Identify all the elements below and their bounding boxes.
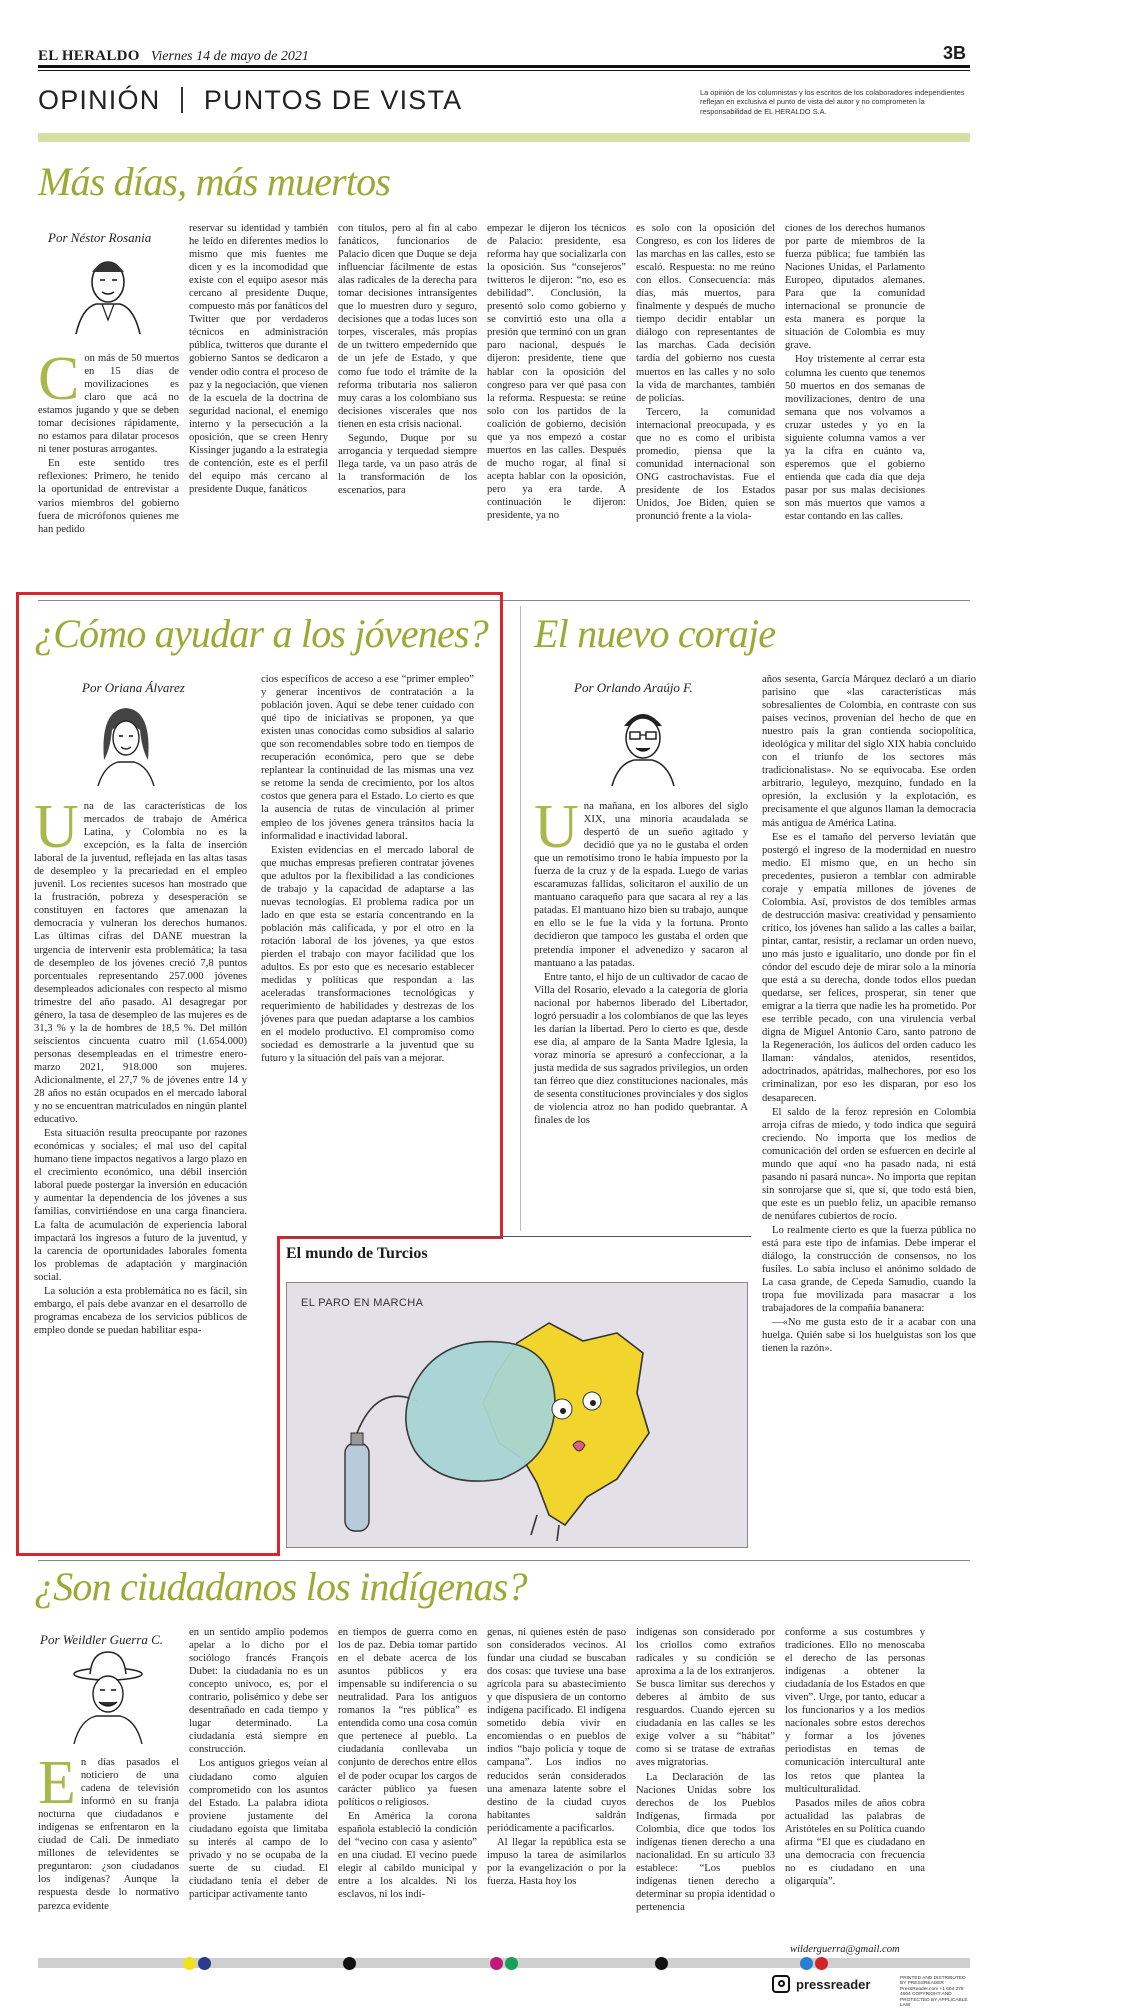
columnist-portrait-rosania xyxy=(72,246,144,334)
byline-rosania: Por Néstor Rosania xyxy=(48,230,152,245)
masthead xyxy=(38,45,309,65)
issue-date: Viernes 14 de mayo de 2021 xyxy=(150,49,309,64)
paragraph: na mañana, en los albores del siglo XIX, una minoría acaudalada se despertó de un sueño agitado y decidió que ya no le gustaba el orden que un remotísimo trono le había impuesto por la fuerza de la cruz y de la espada. Luego de varias escaramuzas fallidas, solicitaron el auxilio de un mantuano caraqueño para que sacara al rey a las patadas. El mantuano hizo bien su trabajo, aunque en ello se le fue la vida y la fortuna. Pronto decidieron que tampoco les gustaba el orden que pretendía imponer el advenedizo y sacaron al mantuano a las patadas. xyxy=(534,801,748,969)
article4-col2-text xyxy=(189,1626,328,1901)
article1-col1 xyxy=(38,345,179,572)
pressreader-logo-icon xyxy=(772,1975,790,1993)
newspaper-brand: EL HERALDO xyxy=(38,48,140,64)
paragraph: En América la corona española estableció la condición del “vecino con casa y asiento” en una ciudad. El vecino puede elegir al cabildo municipal y entre a los alcaldes. Ni los esclavos, ni los indí- xyxy=(338,1810,477,1900)
paragraph: na de las características de los mercados de trabajo de América Latina, y Colombia no es la excepción, es la falta de inserción laboral de la juventud, reflejada en las altas tasas de desempleo y la precariedad en el empleo juvenil. Los recientes sucesos han mostrado que la frustración, pobreza y desesperación se constituyen en factores que amenazan la democracia y vulneran los derechos humanos. Las últimas cifras del DANE muestran la urgencia de intervenir esta problemática; la tasa de desempleo de los jóvenes creció 7,8 puntos porcentuales representando 257.000 jóvenes desempleados adicionales con respecto al mismo trimestre del año pasado. Al desagregar por género, la tasa de desempleo de las mujeres es de 31,3 % y la de hombres de 18,5 %. Del millón seiscientos cincuenta cuatro mil (1.654.000) personas desempleadas en el trimestre enero-marzo 2021, 918.000 son mujeres. Adicionalmente, el 27,7 % de jóvenes entre 14 y 28 años no están ocupados en el mercado laboral y no se encuentran matriculados en ningún plantel educativo. xyxy=(34,801,247,1126)
byline-guerra: Por Weildler Guerra C. xyxy=(40,1632,164,1647)
paragraph: en un sentido amplio podemos apelar a lo dicho por el sociólogo francés François Dubet: la ciudadanía no es un concepto unívoco, es, por el contrario, polisémico y debe ser desentrañado en cada tiempo y lugar determinado. La ciudadanía está siempre en construcción. xyxy=(189,1627,328,1756)
paragraph: —«No me gusta esto de ir a acabar con una huelga. Quién sabe si los huelguistas son los que tienen la razón». xyxy=(762,1317,976,1355)
paragraph: El saldo de la feroz represión en Colombia arroja cifras de miedo, y todo indica que seguirá creciendo. No importa que los medios de comunicación del orden se esfuercen en decirle al mundo que aquí «no ha pasado nada, ni está pasando ni pasará nunca». No importa que repitan sin sonrojarse que sí, que sí, que todo está bien, que este es un pueblo feliz, un apacible remanso de nenúfares cubiertos de rocío. xyxy=(762,1106,976,1222)
article4-col2 xyxy=(189,1626,328,1956)
headline-mas-dias: Más días, más muertos xyxy=(38,159,391,204)
registration-dot xyxy=(183,1957,196,1970)
paragraph: Entre tanto, el hijo de un cultivador de cacao de Villa del Rosario, elevado a la categoría de gloria nacional por habernos liberado del Libertador, logró persuadir a los colombianos de que las leyes les darían la libertad. Pero lo cierto es que, desde ese día, al amparo de la Santa Madre Iglesia, la voraz minoría se apresuró a confeccionar, a la justa medida de sus sagrados privilegios, un orden tan férreo que diez constituciones nacionales, más de sesenta constituciones provinciales y dos siglos de violencia atroz no han podido quebrantar. A finales de los xyxy=(534,971,748,1127)
section-opinion: OPINIÓN xyxy=(38,85,161,115)
section-title xyxy=(38,85,462,116)
article2-col2-text xyxy=(261,673,474,1065)
article1-col3 xyxy=(338,222,477,572)
portrait-sketch-icon xyxy=(90,700,162,786)
article4-col6-text xyxy=(785,1626,925,1888)
cartoon-section-title: El mundo de Turcios xyxy=(286,1245,428,1262)
article4-col3 xyxy=(338,1626,477,1956)
paragraph: Los antiguos griegos veían al ciudadano como alguien comprometido con los asuntos del Estado. La palabra idiota proviene justamente del ciudadano egoísta que limitaba su interés al campo de lo privado y no se ocupaba de la suerte de su ciudad. El ciudadano tenía el deber de participar activamente tanto xyxy=(189,1758,328,1900)
headline-como-ayudar: ¿Cómo ayudar a los jóvenes? xyxy=(34,611,488,656)
dropcap: E xyxy=(38,1749,76,1817)
paragraph: cios específicos de acceso a ese “primer empleo” y generar incentivos de contratación a la población joven. Aquí se debe tener cuidado con qué tipo de iniciativas se proponen, ya que existen unas conocidas como subsidios al salario que son recomendables sobre todo en tiempos de recuperación económica, pero que se debe replantear la continuidad de las mismas una vez se retome la senda de crecimiento, por los altos costos que genera para el Estado. Lo cierto es que la ausencia de rutas de vinculación al primer empleo de los jóvenes genera tránsitos hacia la informalidad e inactividad laboral. xyxy=(261,674,474,842)
paragraph: La Declaración de las Naciones Unidas sobre los derechos de los Pueblos Indígenas, firmada por Colombia, dice que todos los indígenas tienen derecho a una nacionalidad. En su artículo 33 establece: “Los pueblos indígenas tienen derecho a determinar su propia identidad o pertenencia xyxy=(636,1771,775,1913)
article2-col2 xyxy=(261,673,474,1221)
article4-col4-text xyxy=(487,1626,626,1888)
paragraph: Tercero, la comunidad internacional preocupada, y es que no es como el uribista promedio, piensa que la comunidad internacional son ONG castrochavistas. Fue el presidente de los Estados Unidos, Joe Biden, quien se pronunció frente a la viola- xyxy=(636,406,775,523)
article1-col2-text xyxy=(189,222,328,496)
cartoon-caption: EL PARO EN MARCHA xyxy=(301,1297,424,1309)
cartoon-top-rule xyxy=(285,1236,751,1237)
divider-article4 xyxy=(38,1560,970,1561)
article3-col2 xyxy=(762,673,976,1548)
portrait-sketch-icon xyxy=(606,698,680,786)
editorial-cartoon xyxy=(286,1282,748,1548)
paragraph: genas, ni quienes estén de paso son considerados vecinos. Al fundar una ciudad se buscaban dos cosas: que tuviese una base agrícola para su abastecimiento y que dispusiera de un contorno indígena pacificado. El indígena sometido debía vivir en encomiendas o en pueblos de indios “bajo policía y toque de campana”. Los indios no reducidos serán considerados una amenaza latente sobre el destino de la ciudad cuyos habitantes saldrán periódicamente a pacificarlos. xyxy=(487,1627,626,1834)
paragraph: Segundo, Duque por su arrogancia y terquedad siempre llega tarde, va un paso atrás de la transformación de los escenarios, para xyxy=(338,432,477,496)
pressreader-note: PRINTED AND DISTRIBUTED BY PRESSREADER PressReader.com +1 604 278 4604 COPYRIGHT AND PROTECTED BY APPLICABLE LAW xyxy=(900,1976,968,2008)
article4-col5 xyxy=(636,1626,775,1956)
paragraph: Existen evidencias en el mercado laboral de que muchas empresas prefieren contratar jóvenes que adultos por la flexibilidad a las condiciones de trabajo y la capacidad de adaptarse a las nuevas tecnologías. El problema radica por un lado en que esta se estaría concentrando en la población más calificada, y por el otro en la rotación laboral de los jóvenes, ya que estos pierden el trabajo con mayor facilidad que los adultos. Es por esto que es necesario establecer medidas y políticas que respondan a las aceleradas transformaciones tecnológicas y requerimiento de habilidades y destrezas de los jóvenes para que puedan adaptarse a los cambios en el modelo productivo. El compromiso como sociedad es demostrarle a la juventud que su futuro y la situación del país van a mejorar. xyxy=(261,844,474,1065)
paragraph: empezar le dijeron los técnicos de Palacio: presidente, esa reforma hay que socializarla con la oposición. Sus “consejeros” twitteros le dijeron: “no, eso es debilidad”. Conclusión, la presentó solo como gobierno y se convirtió esto una olla a presión que terminó con un gran paro nacional, después le dijeron: presidente, tiene que hablar con la oposición del congreso para ver qué pasa con la reforma. Respuesta: se reúne solo con los partidos de la coalición de gobierno, decisión que ya nos empezó a costar muertos en las calles. Después de mucho rogar, al final sí acepta hablar con la oposición, pero ya era tarde. A continuación le dijeron: presidente, ya no xyxy=(487,223,626,522)
registration-dot xyxy=(655,1957,668,1970)
masthead-rule-thin xyxy=(38,70,970,71)
columnist-portrait-alvarez xyxy=(90,700,162,786)
disclaimer-notice: La opinión de los columnistas y los escritos de los colaboradores independientes reflejan en exclusiva el punto de vista del autor y no comprometen la responsabilidad de EL HERALDO S.A. xyxy=(700,88,965,116)
paragraph: Pasados miles de años cobra actualidad las palabras de Aristóteles en su Política cuando afirma “El que es ciudadano en una democracia con frecuencia no es ciudadano en una oligarquía”. xyxy=(785,1797,925,1887)
registration-dot xyxy=(815,1957,828,1970)
article3-col2-text xyxy=(762,673,976,1355)
paragraph: reservar su identidad y también he leído en diferentes medios lo mismo que mis fuentes me dicen y es la incomodidad que existe con el equipo asesor más cercano al presidente Duque, compuesto más por fanáticos del Twitter que por verdaderos técnicos en administración pública, twitteros que durante el gobierno Santos se dedicaron a vender odio contra el proceso de paz y la negociación, que vienen de la escuela de la doctrina de seguridad nacional, el enemigo interno y la persecución a la oposición, que se creen Henry Kissinger jugando a la estrategia de contención, este es el perfil del equipo más cercano al presidente Duque, fanáticos xyxy=(189,223,328,495)
columnist-portrait-guerra xyxy=(68,1648,148,1744)
portrait-sketch-icon xyxy=(68,1648,148,1744)
headline-son-ciudadanos: ¿Son ciudadanos los indígenas? xyxy=(34,1564,527,1609)
registration-dot xyxy=(800,1957,813,1970)
article4-col3-text xyxy=(338,1626,477,1901)
paragraph: años sesenta, García Márquez declaró a un diario parisino que «las características más sobresalientes de Colombia, en contraste con sus países vecinos, provenían del hecho de que en nuestro país la gran contienda sociopolítica, ideológica y militar del siglo XIX había concluido con el triunfo de los sectores más tradicionalistas». No se equivocaba. Ese orden arbitrario, leguleyo, mezquino, fundado en la opresión, la exclusión y la explotación, es precisamente el que algunos llaman la democracia más antigua de América Latina. xyxy=(762,674,976,829)
paragraph: n días pasados el noticiero de una cadena de televisión informó en su franja nocturna que ciudadanos e indígenas se enfrentaron en la ciudad de Cali. De inmediato millones de televidentes se preguntaron: ¿son ciudadanos los indígenas? Aunque la respuesta desde lo normativo parezca evidente xyxy=(38,1757,179,1912)
masthead-rule xyxy=(38,65,970,68)
registration-dot xyxy=(198,1957,211,1970)
registration-dot xyxy=(490,1957,503,1970)
dropcap: C xyxy=(38,345,80,413)
section-divider xyxy=(181,87,183,113)
article1-col4-text xyxy=(487,222,626,522)
section-green-bar xyxy=(38,133,970,142)
byline-araujo: Por Orlando Araújo F. xyxy=(574,680,693,695)
pressreader-badge xyxy=(772,1975,870,1993)
paragraph: Esta situación resulta preocupante por razones económicas y sociales; el mal uso del capital humano tiene impactos negativos a largo plazo en el crecimiento económico, una débil inserción laboral puede postergar la inversión en educación y aumentar la dependencia de los jóvenes a sus familias, convirtiéndose en una carga financiera. La falta de acumulación de experiencia laboral impactará los ingresos a futuro de la juventud, y la carencia de oportunidades laborales fomenta los problemas de adaptación y marginación social. xyxy=(34,1128,247,1283)
article4-col4 xyxy=(487,1626,626,1956)
columnist-portrait-araujo xyxy=(606,698,680,786)
paragraph: Hoy tristemente al cerrar esta columna les cuento que tenemos 50 muertos en dos semanas de movilizaciones, dentro de una semana que nos volvamos a cruzar ustedes y yo en la siguiente columna vamos a ver ya la cifra en cuánto va, esperemos que el gobierno entienda que cada día que deja pasar por sus malas decisiones son más muertos que vamos a estar contando en las calles. xyxy=(785,354,925,523)
registration-dot xyxy=(505,1957,518,1970)
article1-col5-text xyxy=(636,222,775,523)
article1-col3-text xyxy=(338,222,477,497)
headline-nuevo-coraje: El nuevo coraje xyxy=(534,611,776,656)
article4-col6 xyxy=(785,1626,925,1944)
article4-col1 xyxy=(38,1749,179,1956)
paragraph: La solución a esta problemática no es fácil, sin embargo, el país debe avanzar en el desarrollo de programas encabeza de los servicios públicos de empleo donde se puedan habilitar espa- xyxy=(34,1285,247,1336)
byline-alvarez: Por Oriana Álvarez xyxy=(82,680,185,695)
paragraph: ciones de los derechos humanos por parte de miembros de la fuerza pública; fue también las Naciones Unidas, el Parlamento Europeo, diputados alemanes. Para que la comunidad internacional se pronuncie de esta manera es porque la situación de Colombia es muy grave. xyxy=(785,223,925,352)
registration-strip xyxy=(38,1958,970,1968)
article1-col5 xyxy=(636,222,775,572)
paragraph: Ese es el tamaño del perverso leviatán que postergó el ingreso de la modernidad en nuestro medio. El mismo que, en un hecho sin precedentes, pusieron a temblar con admirable coraje y empatía millones de jóvenes de Colombia. Así, provistos de dos temibles armas de destrucción masiva: creatividad y pensamiento crítico, los jóvenes han salido a las calles a bailar, pintar, cantar, resistir, a reclamar un orden nuevo, uno más justo e igualitario, uno donde por fin el cóndor del escudo deje de mirar solo a la minoría que está a su derecha, donde todos ellos puedan quedarse, ser felices, prosperar, sin tener que emigrar a la tierra que nadie les ha prometido. Por ese terrible pecado, con una virulencia verbal digna de Miguel Antonio Caro, santo patrono de la Regeneración, los áulicos del orden caduco les llaman: vándalos, atenidos, resentidos, adoctrinados, apátridas, malhechores, por eso los criminalizan, por eso les disparan, por eso los desaparecen. xyxy=(762,831,976,1104)
article1-col6-text xyxy=(785,222,925,523)
paragraph: Lo realmente cierto es que la fuerza pública no está para este tipo de infamias. Debe imperar el diálogo, la construcción de consensos, no los fusiles. Lo sabía incluso el anónimo soldado de La casa grande, de Cepeda Samudio, cuando la tropa fue movilizada para masacrar a los trabajadores de la compañía bananera: xyxy=(762,1224,976,1315)
article4-col5-text xyxy=(636,1626,775,1914)
paragraph: conforme a sus costumbres y tradiciones. Ello no menoscaba el derecho de las personas indígenas a obtener la ciudadanía de los Estados en que viven”. Urge, por tanto, educar a los funcionarios y a los medios nacionales sobre estos derechos y formar a los jóvenes periodistas en temas de comunicación intercultural ante los retos que plantea la multiculturalidad. xyxy=(785,1627,925,1795)
registration-dot xyxy=(343,1957,356,1970)
column-divider xyxy=(520,606,521,1231)
paragraph: con títulos, pero al fin al cabo fanáticos, funcionarios de Palacio dicen que Duque se deja influenciar fácilmente de estas alas radicales de la derecha para tomar decisiones intransigentes que lo muestren duro y seguro, decisiones que a todas luces son torpes, viscerales, más propias de un twittero empedernido que de un jefe de Estado, y que como fue todo el trámite de la reforma tributaria nos salieron muy caras a los colombiano sus decisiones viscerales que nos tienen en esta crisis nacional. xyxy=(338,223,477,430)
article1-col4 xyxy=(487,222,626,572)
paragraph: en tiempos de guerra como en los de paz. Debía tomar partido en el debate acerca de los asuntos públicos y era impensable su indiferencia o su neutralidad. Para los antiguos romanos la “res pública” es entendida como una cosa común que pertenece al pueblo. La ciudadanía conllevaba un conjunto de derechos entre ellos el de poder ocupar los cargos de carácter público ya fuesen políticos o religiosos. xyxy=(338,1627,477,1808)
section-puntos: PUNTOS DE VISTA xyxy=(203,85,463,115)
article2-col1 xyxy=(34,793,247,1552)
page-number: 3B xyxy=(943,43,967,63)
article1-col2 xyxy=(189,222,328,572)
paragraph: indígenas son considerado por los criollos como extraños radicales y su condición se aproxima a la de los extranjeros. Se busca limitar sus derechos y deberes al ámbito de sus resguardos. Cuando ejercen su ciudadanía en las calles se les exige volver a su “hábitat” como si se tratase de extrañas aves migratorias. xyxy=(636,1627,775,1769)
article2-col1-text xyxy=(34,793,247,1337)
paragraph: es solo con la oposición del Congreso, es con los líderes de las marchas en las calles, esto se escaló. Respuesta: no me reúno con ellos. Consecuencia: más días, más muertos, para finalmente y después de mucho tiempo decidir entablar un diálogo con representantes de las marchas. Cada decisión tardía del gobierno nos cuesta muertos en las calles y no solo la vida de marchantes, también de policías. xyxy=(636,223,775,404)
paragraph: Al llegar la república esta se impuso la tarea de asimilarlos por la evangelización o por la fuerza. Hasta hoy los xyxy=(487,1836,626,1887)
dropcap: U xyxy=(34,793,79,861)
portrait-sketch-icon xyxy=(72,246,144,334)
paragraph: on más de 50 muertos en 15 días de movilizaciones es claro que acá no estamos jugando y que se deben tomar decisiones rápidamente, no estamos para dilatar procesos ni tener posturas arrogantes. xyxy=(38,353,179,456)
article1-col6 xyxy=(785,222,925,572)
paragraph: En este sentido tres reflexiones: Primero, he tenido la oportunidad de entrevistar a varios miembros del gobierno fuera de micrófonos quienes me han pedido xyxy=(38,458,179,535)
dropcap: U xyxy=(534,793,579,861)
author-email: wilderguerra@gmail.com xyxy=(790,1944,900,1955)
article3-col1 xyxy=(534,793,748,1220)
cartoon-map-ventilator-icon xyxy=(287,1283,749,1549)
pressreader-label: pressreader xyxy=(796,1976,871,1992)
